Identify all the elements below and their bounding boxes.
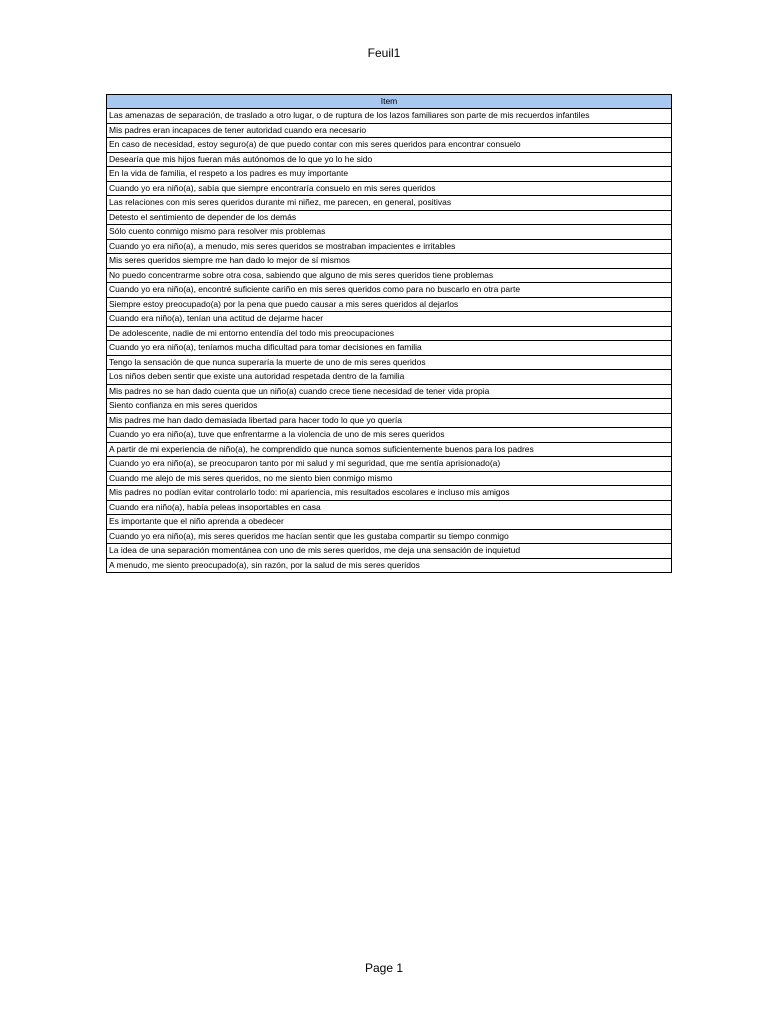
table-row: [107, 370, 672, 385]
table-row: [107, 384, 672, 399]
table-cell: Siento confianza en mis seres queridos: [107, 399, 672, 414]
table-cell: Cuando yo era niño(a), tuve que enfrentarme a la violencia de uno de mis seres queridos: [107, 428, 672, 443]
table-row: [107, 355, 672, 370]
column-header-item: Item: [107, 95, 672, 109]
table-row: [107, 138, 672, 153]
table-cell: Cuando yo era niño(a), a menudo, mis seres queridos se mostraban impacientes e irritables: [107, 239, 672, 254]
table-cell: Siempre estoy preocupado(a) por la pena que puedo causar a mis seres queridos al dejarlos: [107, 297, 672, 312]
table-row: [107, 529, 672, 544]
table-row: [107, 254, 672, 269]
table-row: [107, 442, 672, 457]
table-row: [107, 268, 672, 283]
table-row: [107, 399, 672, 414]
table-row: [107, 123, 672, 138]
table-row: [107, 457, 672, 472]
table-cell: Cuando yo era niño(a), mis seres queridos me hacían sentir que les gustaba compartir su tiempo conmigo: [107, 529, 672, 544]
table-cell: Cuando yo era niño(a), sabía que siempre encontraría consuelo en mis seres queridos: [107, 181, 672, 196]
table-cell: Mis padres no podían evitar controlarlo todo: mi apariencia, mis resultados escolares e incluso mis amigos: [107, 486, 672, 501]
table-row: [107, 326, 672, 341]
table-row: [107, 225, 672, 240]
table-cell: En la vida de familia, el respeto a los padres es muy importante: [107, 167, 672, 182]
table-cell: No puedo concentrarme sobre otra cosa, sabiendo que alguno de mis seres queridos tiene problemas: [107, 268, 672, 283]
table-row: [107, 558, 672, 573]
table-cell: A menudo, me siento preocupado(a), sin razón, por la salud de mis seres queridos: [107, 558, 672, 573]
table-cell: Las amenazas de separación, de traslado a otro lugar, o de ruptura de los lazos familiares son parte de mis recuerdos infantiles: [107, 109, 672, 124]
table-row: [107, 181, 672, 196]
table-row: [107, 471, 672, 486]
table-row: [107, 515, 672, 530]
table-cell: Cuando era niño(a), había peleas insoportables en casa: [107, 500, 672, 515]
table-cell: Cuando me alejo de mis seres queridos, no me siento bien conmigo mismo: [107, 471, 672, 486]
table-row: [107, 341, 672, 356]
table-cell: Desearía que mis hijos fueran más autónomos de lo que yo lo he sido: [107, 152, 672, 167]
table-cell: Las relaciones con mis seres queridos durante mi niñez, me parecen, en general, positivas: [107, 196, 672, 211]
table-body: [107, 109, 672, 573]
table-row: [107, 283, 672, 298]
table-row: [107, 196, 672, 211]
table-cell: En caso de necesidad, estoy seguro(a) de que puedo contar con mis seres queridos para encontrar consuelo: [107, 138, 672, 153]
table-cell: Detesto el sentimiento de depender de los demás: [107, 210, 672, 225]
table-row: [107, 109, 672, 124]
table-row: [107, 413, 672, 428]
table-row: [107, 167, 672, 182]
table-row: [107, 297, 672, 312]
table-cell: Cuando yo era niño(a), encontré suficiente cariño en mis seres queridos como para no buscarlo en otra parte: [107, 283, 672, 298]
items-table: [106, 94, 672, 573]
table-row: [107, 152, 672, 167]
table-cell: Cuando era niño(a), tenían una actitud de dejarme hacer: [107, 312, 672, 327]
table-row: [107, 428, 672, 443]
table-cell: De adolescente, nadie de mi entorno entendía del todo mis preocupaciones: [107, 326, 672, 341]
items-table-container: [106, 94, 672, 573]
table-cell: Tengo la sensación de que nunca superaría la muerte de uno de mis seres queridos: [107, 355, 672, 370]
table-cell: Mis padres eran incapaces de tener autoridad cuando era necesario: [107, 123, 672, 138]
table-cell: La idea de una separación momentánea con uno de mis seres queridos, me deja una sensación de inquietud: [107, 544, 672, 559]
page-footer: Page 1: [364, 961, 404, 975]
table-row: [107, 544, 672, 559]
table-cell: Sólo cuento conmigo mismo para resolver mis problemas: [107, 225, 672, 240]
table-cell: Mis seres queridos siempre me han dado lo mejor de sí mismos: [107, 254, 672, 269]
table-cell: Es importante que el niño aprenda a obedecer: [107, 515, 672, 530]
table-row: [107, 312, 672, 327]
table-row: [107, 239, 672, 254]
table-row: [107, 500, 672, 515]
table-cell: Mis padres me han dado demasiada libertad para hacer todo lo que yo quería: [107, 413, 672, 428]
table-header-row: [107, 95, 672, 109]
sheet-title: Feuil1: [367, 46, 401, 60]
table-row: [107, 486, 672, 501]
table-cell: Mis padres no se han dado cuenta que un niño(a) cuando crece tiene necesidad de tener vida propia: [107, 384, 672, 399]
table-cell: A partir de mi experiencia de niño(a), he comprendido que nunca somos suficientemente buenos para los padres: [107, 442, 672, 457]
table-cell: Cuando yo era niño(a), se preocuparon tanto por mi salud y mi seguridad, que me sentía aprisionado(a): [107, 457, 672, 472]
table-row: [107, 210, 672, 225]
table-cell: Cuando yo era niño(a), teníamos mucha dificultad para tomar decisiones en familia: [107, 341, 672, 356]
table-cell: Los niños deben sentir que existe una autoridad respetada dentro de la familia: [107, 370, 672, 385]
